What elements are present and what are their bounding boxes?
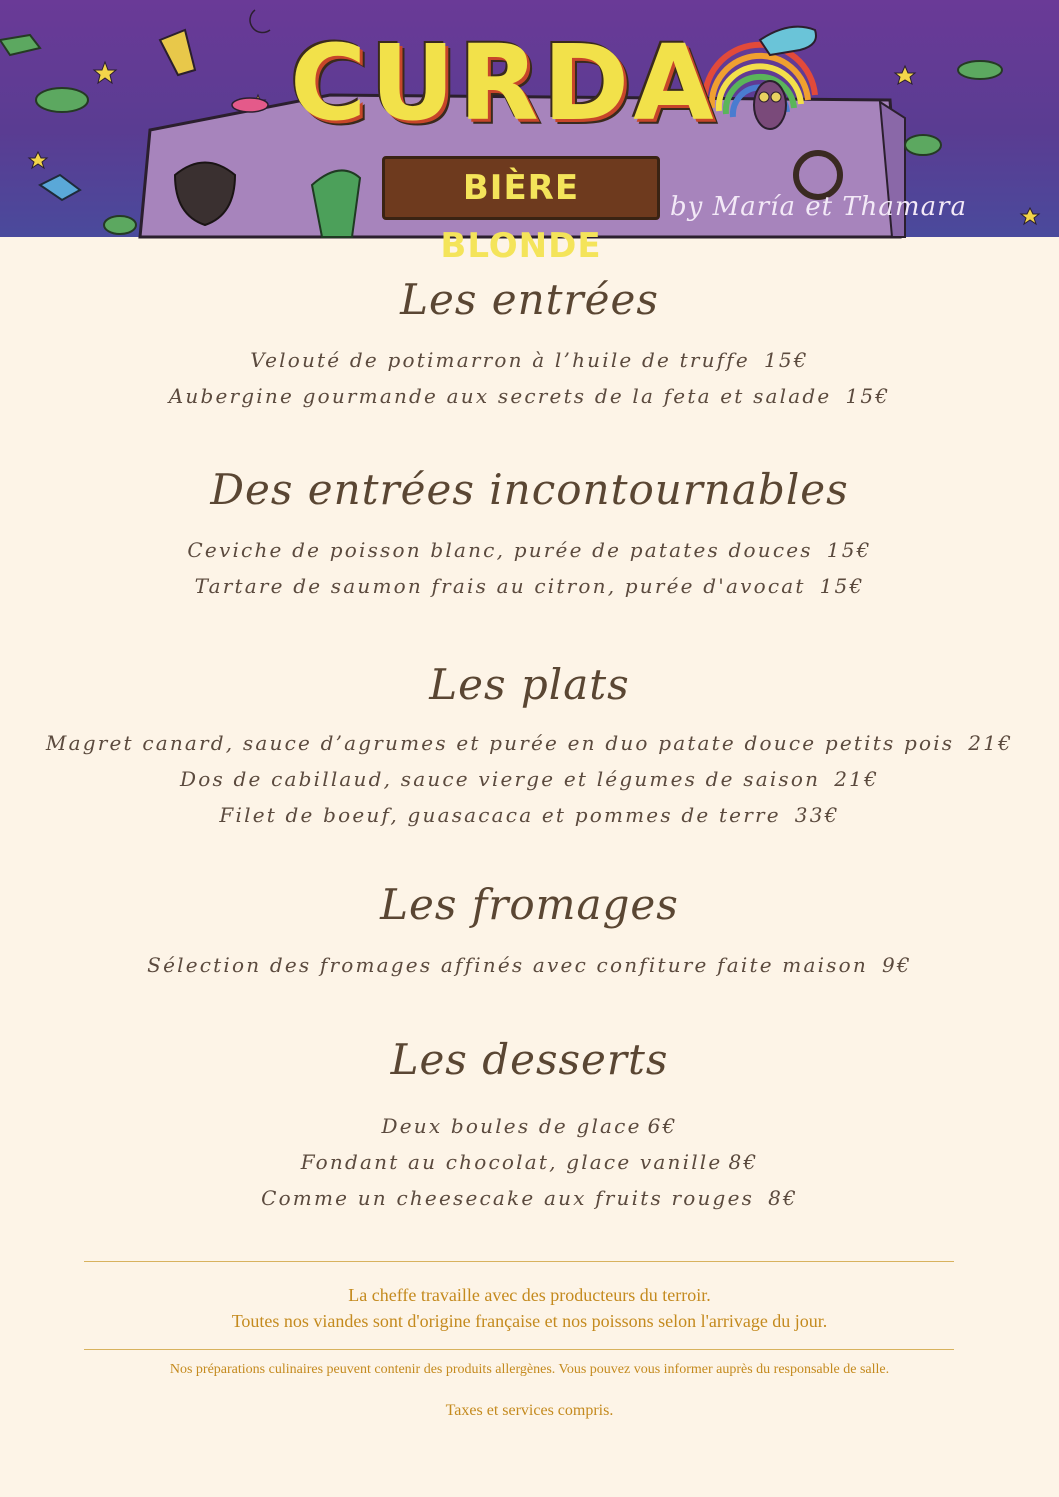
section-title: Les plats bbox=[429, 660, 630, 709]
section-desserts bbox=[0, 1030, 1059, 1216]
allergen-notice: Nos préparations culinaires peuvent contenir des produits allergènes. Vous pouvez vous informer auprès du responsable de salle. bbox=[169, 1362, 890, 1377]
section-title: Les entrées bbox=[400, 275, 659, 324]
menu-item bbox=[0, 725, 1059, 761]
section-title: Les fromages bbox=[380, 880, 679, 929]
menu-item bbox=[0, 1108, 1059, 1144]
footer-line-producers: La cheffe travaille avec des producteurs du terroir. bbox=[348, 1285, 711, 1305]
item-price: 33€ bbox=[794, 803, 840, 827]
item-name: Comme un cheesecake aux fruits rouges bbox=[261, 1186, 755, 1210]
item-name: Filet de boeuf, guasacaca et pommes de terre bbox=[219, 803, 781, 827]
section-title: Des entrées incontournables bbox=[210, 465, 849, 514]
menu-item bbox=[0, 1180, 1059, 1216]
item-name: Deux boules de glace bbox=[381, 1114, 642, 1138]
item-name: Fondant au chocolat, glace vanille bbox=[300, 1150, 723, 1174]
item-price: 21€ bbox=[968, 731, 1014, 755]
item-price: 15€ bbox=[819, 574, 865, 598]
menu-item bbox=[0, 1144, 1059, 1180]
brand-logo-text: CURDA bbox=[290, 22, 718, 144]
item-name: Velouté de potimarron à l’huile de truffe bbox=[250, 348, 750, 372]
header-banner bbox=[0, 0, 1059, 266]
item-price: 8€ bbox=[768, 1186, 798, 1210]
menu-item bbox=[0, 797, 1059, 833]
section-entrees-incontournables bbox=[0, 460, 1059, 604]
section-title: Les desserts bbox=[390, 1035, 669, 1084]
byline: by María et Thamara bbox=[670, 192, 968, 222]
menu-item bbox=[0, 761, 1059, 797]
footer-line-origin: Toutes nos viandes sont d'origine française et nos poissons selon l'arrivage du jour. bbox=[231, 1311, 828, 1331]
menu-item bbox=[0, 378, 1059, 414]
footer-notes bbox=[0, 1282, 1059, 1334]
item-name: Ceviche de poisson blanc, purée de patates douces bbox=[187, 538, 813, 562]
menu-item bbox=[0, 532, 1059, 568]
item-name: Aubergine gourmande aux secrets de la feta et salade bbox=[168, 384, 832, 408]
menu-item bbox=[0, 947, 1059, 983]
divider-bottom bbox=[84, 1349, 954, 1350]
item-price: 15€ bbox=[845, 384, 891, 408]
item-price: 15€ bbox=[826, 538, 872, 562]
item-price: 9€ bbox=[881, 953, 912, 977]
section-plats bbox=[0, 655, 1059, 833]
section-entrees bbox=[0, 270, 1059, 414]
item-name: Dos de cabillaud, sauce vierge et légumes de saison bbox=[180, 767, 821, 791]
item-price: 15€ bbox=[763, 348, 809, 372]
taxes-notice: Taxes et services compris. bbox=[445, 1402, 614, 1419]
item-name: Tartare de saumon frais au citron, purée d'avocat bbox=[194, 574, 806, 598]
brand-logo-subtitle: BIÈRE BLONDE bbox=[382, 156, 660, 220]
menu-item bbox=[0, 568, 1059, 604]
divider-top bbox=[84, 1261, 954, 1262]
item-price: 6€ bbox=[647, 1114, 678, 1138]
item-price: 21€ bbox=[834, 767, 879, 791]
menu-item bbox=[0, 342, 1059, 378]
item-name: Magret canard, sauce d’agrumes et purée en duo patate douce petits pois bbox=[45, 731, 955, 755]
item-name: Sélection des fromages affinés avec confiture faite maison bbox=[147, 953, 868, 977]
item-price: 8€ bbox=[728, 1150, 759, 1174]
section-fromages bbox=[0, 875, 1059, 983]
